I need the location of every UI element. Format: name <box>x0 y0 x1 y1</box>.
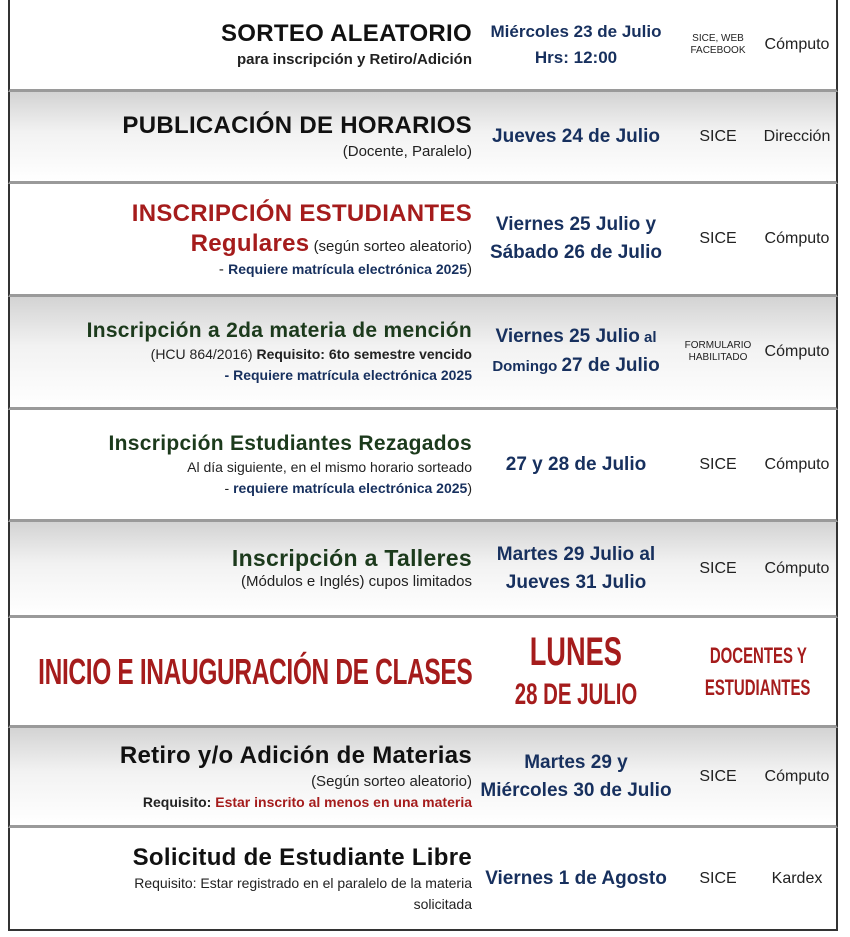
note-bold: Requisito: 6to semestre vencido <box>256 346 472 362</box>
medium-cell <box>678 410 758 519</box>
medium: SICE <box>699 559 737 577</box>
requirement-suffix: ) <box>467 479 472 496</box>
table-row-horarios <box>8 92 838 184</box>
date-line-1-tail: al <box>639 329 657 346</box>
responsible-cell <box>756 828 838 929</box>
date-line-2: Miércoles 30 de Julio <box>480 779 672 801</box>
requirement-line <box>143 792 472 813</box>
table-row-sorteo <box>8 0 838 92</box>
date-text: Jueves 24 de Julio <box>492 125 660 147</box>
activity-title: INSCRIPCIÓN ESTUDIANTES <box>131 199 472 227</box>
requirement-prefix: - <box>224 479 234 496</box>
date-line-2: Jueves 31 Julio <box>505 571 647 593</box>
participants-line-1: DOCENTES Y <box>709 642 807 668</box>
activity-cell <box>10 410 472 519</box>
activity-cell <box>10 618 490 725</box>
date-cell <box>476 0 676 89</box>
date-text: 27 y 28 de Julio <box>505 453 647 475</box>
date-line-1: Martes 29 Julio al <box>496 543 656 565</box>
requirement-value: Estar inscrito al menos en una materia <box>215 793 472 810</box>
responsible-cell <box>756 92 838 181</box>
date-line-2 <box>492 352 659 381</box>
requirement-label: Requisito: <box>142 793 216 810</box>
medium-cell <box>678 728 758 825</box>
requirement-line <box>225 478 472 499</box>
requirement-text: Requiere matrícula electrónica 2025 <box>228 260 467 277</box>
medium: SICE <box>699 230 737 247</box>
participants-line-2: ESTUDIANTES <box>705 674 811 700</box>
responsible-cell <box>756 410 838 519</box>
activity-title: PUBLICACIÓN DE HORARIOS <box>122 112 472 139</box>
activity-cell <box>10 92 472 181</box>
activity-subtitle-line-2: solicitada <box>413 895 472 912</box>
date-cell <box>476 828 676 929</box>
activity-cell <box>10 828 472 929</box>
table-row-segunda-mencion <box>8 297 838 410</box>
requirement-text: requiere matrícula electrónica 2025 <box>233 479 468 496</box>
date-line-1: Miércoles 23 de Julio <box>490 21 662 41</box>
requirement-line <box>219 259 472 280</box>
date-line-1 <box>495 323 656 352</box>
medium: SICE <box>699 767 737 785</box>
activity-subtitle: para inscripción y Retiro/Adición <box>236 51 472 68</box>
activity-title: INICIO E INAUGURACIÓN DE CLASES <box>37 650 473 692</box>
activity-title: Retiro y/o Adición de Materias <box>119 741 472 769</box>
responsible: Cómputo <box>764 35 830 53</box>
date-cell <box>476 728 676 825</box>
responsible: Cómputo <box>764 343 830 360</box>
date-cell <box>476 618 676 725</box>
medium-cell <box>678 828 758 929</box>
table-row-inscripcion-regulares <box>8 184 838 297</box>
activity-title: Inscripción a Talleres <box>231 545 472 571</box>
activity-subtitle: (Módulos e Inglés) cupos limitados <box>241 573 472 590</box>
activity-cell <box>10 184 472 294</box>
activity-cell <box>10 0 472 89</box>
activity-title-2: Regulares <box>190 229 310 257</box>
medium: SICE <box>699 127 737 145</box>
responsible: Dirección <box>763 127 831 145</box>
date-line-2-main: 27 de Julio <box>561 355 660 376</box>
responsible: Cómputo <box>764 767 830 785</box>
activity-title: Inscripción a 2da materia de mención <box>86 319 472 342</box>
responsible: Kardex <box>771 869 823 887</box>
medium-line-2: FACEBOOK <box>690 44 746 56</box>
responsible: Cómputo <box>764 230 830 247</box>
date-line-1-main: Viernes 25 Julio <box>495 326 640 347</box>
note-prefix: (HCU 864/2016) <box>150 346 257 362</box>
activity-note <box>151 344 472 365</box>
participants-cell <box>678 618 838 725</box>
requirement-text: - Requiere matrícula electrónica 2025 <box>224 367 472 383</box>
medium-cell <box>678 92 758 181</box>
medium: SICE <box>699 455 737 473</box>
table-row-talleres <box>8 522 838 618</box>
date-line-2: Sábado 26 de Julio <box>489 242 663 263</box>
table-row-rezagados <box>8 410 838 522</box>
date-line-2: 28 DE JULIO <box>514 677 638 711</box>
medium-cell <box>678 522 758 615</box>
date-cell <box>476 184 676 294</box>
medium: SICE <box>699 869 737 887</box>
responsible: Cómputo <box>764 455 830 473</box>
activity-cell <box>10 728 472 825</box>
date-line-2: Hrs: 12:00 <box>534 47 618 67</box>
responsible-cell <box>756 728 838 825</box>
responsible: Cómputo <box>764 559 830 577</box>
date-cell <box>476 297 676 407</box>
medium-cell <box>678 297 758 407</box>
date-cell <box>476 92 676 181</box>
activity-subtitle-line-1: Requisito: Estar registrado en el paralelo de la materia <box>134 874 472 891</box>
activity-cell <box>10 297 472 407</box>
activity-subtitle: (Docente, Paralelo) <box>342 143 472 160</box>
date-cell <box>476 410 676 519</box>
medium-line-2: HABILITADO <box>688 352 748 363</box>
table-row-inicio-clases <box>8 618 838 728</box>
responsible-cell <box>756 184 838 294</box>
table-row-retiro-adicion <box>8 728 838 828</box>
responsible-cell <box>756 522 838 615</box>
medium-line-1: SICE, WEB <box>692 32 744 44</box>
activity-title: SORTEO ALEATORIO <box>220 20 472 47</box>
date-line-1: LUNES <box>529 629 623 674</box>
date-line-1: Martes 29 y <box>524 751 628 773</box>
responsible-cell <box>756 297 838 407</box>
requirement-suffix: ) <box>467 260 472 278</box>
activity-subtitle: Al día siguiente, en el mismo horario sorteado <box>187 458 472 475</box>
medium-line-1: FORMULARIO <box>684 340 752 351</box>
date-line-1: Viernes 25 Julio y <box>495 214 657 235</box>
responsible-cell <box>756 0 838 89</box>
medium-cell <box>678 184 758 294</box>
medium-cell <box>678 0 758 89</box>
activity-cell <box>10 522 472 615</box>
activity-title-line-2 <box>191 229 472 259</box>
activity-subtitle: (Según sorteo aleatorio) <box>311 772 472 790</box>
activity-title-2-note: (según sorteo aleatorio) <box>313 237 472 255</box>
date-cell <box>476 522 676 615</box>
date-line-2-head: Domingo <box>492 358 562 375</box>
requirement-prefix: - <box>218 260 229 278</box>
activity-title: Solicitud de Estudiante Libre <box>132 843 472 871</box>
activity-title: Inscripción Estudiantes Rezagados <box>108 431 472 455</box>
date-text: Viernes 1 de Agosto <box>485 867 667 889</box>
table-row-estudiante-libre <box>8 828 838 931</box>
